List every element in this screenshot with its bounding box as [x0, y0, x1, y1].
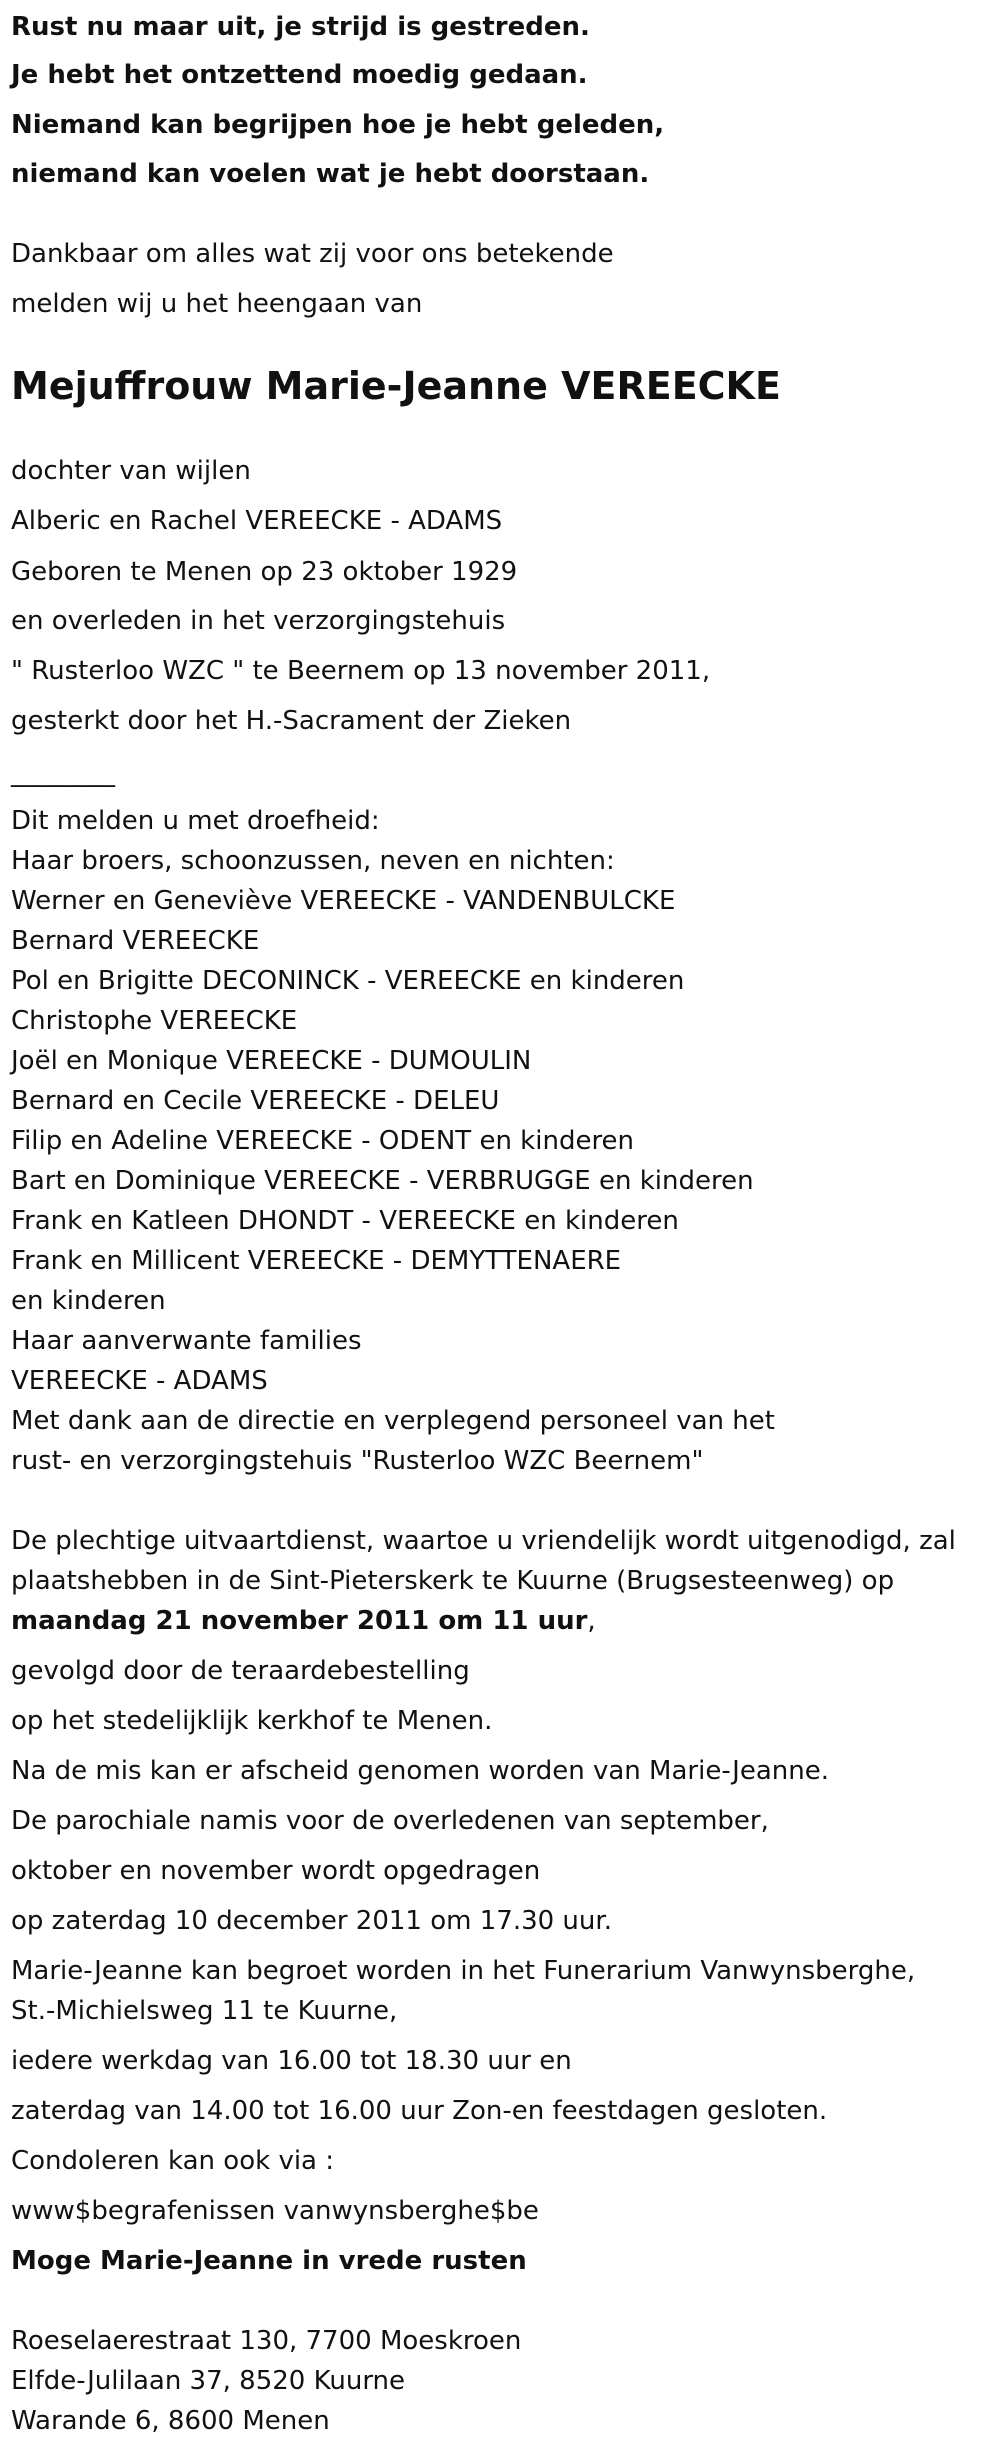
- family-line: VEREECKE - ADAMS: [11, 1366, 268, 1396]
- detail-line: gesterkt door het H.-Sacrament der Zieken: [11, 706, 572, 736]
- service-date-suffix: ,: [587, 1606, 596, 1636]
- deceased-name: Mejuffrouw Marie-Jeanne VEREECKE: [11, 364, 781, 408]
- family-line: Bart en Dominique VEREECKE - VERBRUGGE en kinderen: [11, 1166, 754, 1196]
- service-date-line: [11, 1608, 596, 1634]
- info-line: zaterdag van 14.00 tot 16.00 uur Zon-en feestdagen gesloten.: [11, 2096, 828, 2126]
- family-line: Met dank aan de directie en verplegend personeel van het: [11, 1406, 775, 1436]
- address-line: Warande 6, 8600 Menen: [11, 2406, 330, 2436]
- family-line: Dit melden u met droefheid:: [11, 806, 380, 836]
- family-line: rust- en verzorgingstehuis "Rusterloo WZC Beernem": [11, 1446, 704, 1476]
- poem-line: Je hebt het ontzettend moedig gedaan.: [11, 60, 588, 90]
- service-line: De plechtige uitvaartdienst, waartoe u vriendelijk wordt uitgenodigd, zal: [11, 1526, 956, 1556]
- family-line: Bernard VEREECKE: [11, 926, 260, 956]
- family-line: Haar aanverwante families: [11, 1326, 362, 1356]
- detail-line: dochter van wijlen: [11, 456, 251, 486]
- family-line: Bernard en Cecile VEREECKE - DELEU: [11, 1086, 500, 1116]
- poem-line: Rust nu maar uit, je strijd is gestreden.: [11, 12, 590, 42]
- info-line: Marie-Jeanne kan begroet worden in het Funerarium Vanwynsberghe,: [11, 1956, 916, 1986]
- detail-line: en overleden in het verzorgingstehuis: [11, 606, 506, 636]
- intro-line: Dankbaar om alles wat zij voor ons betekende: [11, 239, 614, 269]
- family-line: Werner en Geneviève VEREECKE - VANDENBULCKE: [11, 886, 676, 916]
- info-line: St.-Michielsweg 11 te Kuurne,: [11, 1996, 398, 2026]
- detail-line: " Rusterloo WZC " te Beernem op 13 november 2011,: [11, 656, 711, 686]
- service-line: plaatshebben in de Sint-Pieterskerk te Kuurne (Brugsesteenweg) op: [11, 1566, 895, 1596]
- detail-line: Geboren te Menen op 23 oktober 1929: [11, 557, 518, 587]
- separator: ________: [11, 758, 115, 788]
- family-line: Pol en Brigitte DECONINCK - VEREECKE en kinderen: [11, 966, 685, 996]
- info-line: oktober en november wordt opgedragen: [11, 1856, 541, 1886]
- info-line: Na de mis kan er afscheid genomen worden van Marie-Jeanne.: [11, 1756, 829, 1786]
- info-line: op zaterdag 10 december 2011 om 17.30 uur.: [11, 1906, 612, 1936]
- poem-line: Niemand kan begrijpen hoe je hebt geleden,: [11, 110, 665, 140]
- family-line: Filip en Adeline VEREECKE - ODENT en kinderen: [11, 1126, 635, 1156]
- detail-line: Alberic en Rachel VEREECKE - ADAMS: [11, 506, 503, 536]
- website-text: www$begrafenissen vanwynsberghe$be: [11, 2196, 539, 2226]
- family-line: Frank en Millicent VEREECKE - DEMYTTENAERE: [11, 1246, 622, 1276]
- info-line: iedere werkdag van 16.00 tot 18.30 uur en: [11, 2046, 572, 2076]
- family-line: Haar broers, schoonzussen, neven en nichten:: [11, 846, 615, 876]
- info-line: De parochiale namis voor de overledenen van september,: [11, 1806, 769, 1836]
- address-line: Roeselaerestraat 130, 7700 Moeskroen: [11, 2326, 522, 2356]
- family-line: Frank en Katleen DHONDT - VEREECKE en kinderen: [11, 1206, 679, 1236]
- family-line: Joël en Monique VEREECKE - DUMOULIN: [11, 1046, 532, 1076]
- info-line: gevolgd door de teraardebestelling: [11, 1656, 470, 1686]
- service-date: maandag 21 november 2011 om 11 uur: [11, 1606, 588, 1636]
- poem-line: niemand kan voelen wat je hebt doorstaan.: [11, 159, 650, 189]
- closing-line: Moge Marie-Jeanne in vrede rusten: [11, 2246, 527, 2276]
- family-line: Christophe VEREECKE: [11, 1006, 298, 1036]
- intro-line: melden wij u het heengaan van: [11, 289, 423, 319]
- info-line: Condoleren kan ook via :: [11, 2146, 335, 2176]
- address-line: Elfde-Julilaan 37, 8520 Kuurne: [11, 2366, 406, 2396]
- family-line: en kinderen: [11, 1286, 166, 1316]
- info-line: op het stedelijklijk kerkhof te Menen.: [11, 1706, 493, 1736]
